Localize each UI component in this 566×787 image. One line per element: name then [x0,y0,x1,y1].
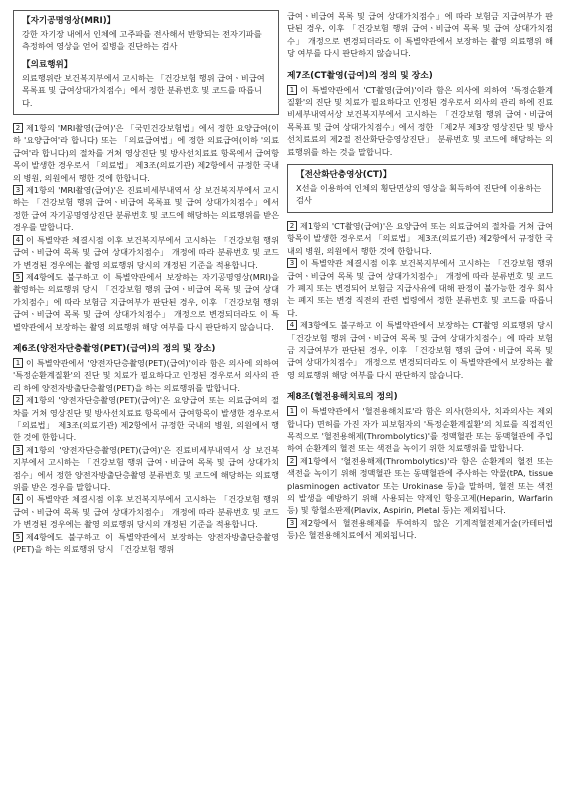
clause-text: 제4항에도 불구하고 이 특별약관에서 보장하는 양전자방출단층촬영(PET)을 하는 의료행위 당시 「건강보험 행위 [13,531,279,555]
pet-clause-4 [13,493,279,530]
clause-text: 제1항의 'CT촬영(급여)'은 요양급여 또는 의료급여의 절차를 거쳐 급여항목이 발생한 경우로서 「의료법」 제3조(의료기관) 제2항에서 규정한 국내의 병원, 의원에서 행한 것에 한합니다. [287,220,553,256]
medical-box-body: 의료행위란 보건복지부에서 고시하는 「건강보험 행위 급여ㆍ비급여 목록표 및 급여상대가치점수」에서 정한 분류번호 및 코드를 따릅니다. [22,72,265,108]
clause-number: 4 [13,494,23,504]
mri-clause-3 [13,184,279,234]
clause-number: 3 [287,518,297,528]
ct-clause-1 [287,84,553,158]
ct-box-body: X선을 이용하여 인체의 횡단면상의 영상을 획득하여 진단에 이용하는 검사 [296,183,542,206]
mri-clause-2 [13,122,279,184]
clause-number: 4 [13,235,23,245]
clause-number: 3 [13,185,23,195]
clause-number: 3 [13,445,23,455]
mri-definition-box [13,10,279,115]
section-title-pet: 제6조(양전자단층촬영(PET)(급여)의 정의 및 장소) [13,343,216,354]
clause-number: 1 [13,358,23,368]
clause-text: 제1항에서 '혈전용해제(Thrombolytics)'라 함은 순환계의 혈전 또는 색전을 녹이기 위해 정맥혈관 또는 동맥혈관에 주사하는 약물(tPA, tissue plasminogen activator 또는 Urokinase 등)을 말하며, 혈전 또는 색전의 발생을 예방하기 위해 사용되는 약제인 항응고제(Heparin, Warfarin 등) 및 항혈소판제(Plavix, Aspirin, Pletal 등)는 제외됩니다. [287,455,553,516]
clause-number: 1 [287,406,297,416]
clause-text: 제1항의 '양전자단층촬영(PET)(급여)'은 요양급여 또는 의료급여의 절차를 거쳐 영상진단 및 방사선치료료 항목에서 급여항목이 발생한 경우로서 「의료법」 제3조(의료기관) 제2항에서 규정한 국내의 병원, 의원에서 행한 것에 한합니다. [13,395,280,443]
clause-text: 이 특별약관 체결시점 이후 보건복지부에서 고시하는 「건강보험 행위 급여ㆍ비급여 목록 및 급여 상대가치점수」 개정에 따라 분류번호 및 코드가 변경된 경우에는 촬영 의료행위 당시의 개정된 기준을 적용합니다. [13,234,279,270]
clause-text: 이 특별약관에서 '혈전용해치료'라 함은 의사(한의사, 치과의사는 제외합니다) 면허를 가진 자가 피보험자의 '특정순환계질환'의 치료를 직접적인 목적으로 '혈전용해제(Thrombolytics)'를 정맥혈관 또는 동맥혈관에 주입하여 순환계의 혈전 또는 색전을 녹이기 위한 치료행위를 말합니다. [287,406,553,454]
clause-number: 2 [287,221,297,231]
mri-box-body: 강한 자기장 내에서 인체에 고주파를 전사해서 반향되는 전자기파를 측정하여 영상을 얻어 질병을 진단하는 검사 [22,29,262,52]
clause-text: 이 특별약관에서 'CT촬영(급여)'이라 함은 의사에 의하여 '특정순환계질환'의 진단 및 치료가 필요하다고 인정된 경우로서 의사의 관리 하에 진료비세부내역서상 보건복지부에서 고시하는 「건강보험 행위 급여ㆍ비급여 목록표 및 급여 상대가치점수」에서 정한 「제2부 제3장 영상진단 및 방사선치료료의 제2절 전산화단층영상진단」 분류번호 및 코드에 해당하는 의료행위를 하는 것을 말합니다. [287,84,553,157]
clause-text: 제1항의 'MRI촬영(급여)'은 「국민건강보험법」에서 정한 요양급여(이하 '요양급여'라 합니다) 또는 「의료급여법」에 정한 의료급여(이하 '의료급여'라 합니다)의 절차를 거쳐 영상진단 및 방사선치료료 항목에서 급여항목이 발생한 경우로서 「의료법」 제3조(의료기관) 제2항에서 규정한 국내의 병원, 의원에서 행한 것에 한합니다. [13,123,279,183]
clause-number: 4 [287,320,297,330]
clause-number: 3 [287,258,297,268]
continued-paragraph: 급여ㆍ비급여 목록 및 급여 상대가치점수」에 따라 보험금 지급여부가 판단된 경우, 이후 「건강보험 행위 급여ㆍ비급여 목록 및 급여 상대가치점수」 개정으로 변경되더라도 이 특별약관에서 보장하는 촬영 의료행위 해당 여부를 다시 판단하지 않습니다. [287,11,553,59]
pet-clause-1 [13,357,279,394]
clause-text: 제1항의 '양전자단층촬영(PET)(급여)'은 진료비세부내역서 상 보건복지부에서 고시하는 「건강보험 행위 급여ㆍ비급여 목록 및 급여 상대가치점수」에서 정한 양전자방출단층촬영 분류번호 및 코드에 해당하는 의료행위를 받은 경우를 말합니다. [13,444,279,492]
pet-clause-3 [13,444,279,494]
medical-box-title: 【의료행위】 [22,59,73,70]
thrombo-clause-1 [287,405,553,455]
clause-text: 이 특별약관 체결시점 이후 보건복지부에서 고시하는 「건강보험 행위 급여ㆍ비급여 목록 및 급여 상대가치점수」 개정에 따라 분류번호 및 코드가 변경된 경우에는 촬영 의료행위 당시의 개정된 기준을 적용합니다. [13,494,279,530]
clause-text: 제2항에서 혈전용해제를 투여하지 않은 기계적혈전제거술(카테터법 등)은 혈전용해치료에서 제외됩니다. [287,517,553,541]
section-title-ct: 제7조(CT촬영(급여)의 정의 및 장소) [287,70,433,81]
thrombo-clause-3 [287,517,553,542]
right-column [287,10,553,542]
pet-clause-2 [13,394,279,444]
clause-text: 제1항의 'MRI촬영(급여)'은 진료비세부내역서 상 보건복지부에서 고시하는 「건강보험 행위 급여ㆍ비급여 목록표 및 급여 상대가치점수」에서 정한 급여 자기공명영상진단 분류번호 및 코드에 해당하는 의료행위를 받은 경우를 말합니다. [13,185,280,233]
section-title-thrombolysis: 제8조(혈전용해치료의 정의) [287,392,398,403]
mri-box-title: 【자기공명영상(MRI)】 [22,16,116,26]
clause-number: 2 [287,456,297,466]
thrombo-clause-2 [287,455,553,517]
clause-text: 이 특별약관에서 '양전자단층촬영(PET)(급여)'이라 함은 의사에 의하여 '특정순환계질환'의 진단 및 치료가 필요하다고 인정된 경우로서 의사의 관리 하에 양전자방출단층촬영(PET)을 하는 의료행위를 말합니다. [13,357,279,393]
clause-text: 이 특별약관 체결시점 이후 보건복지부에서 고시하는 「건강보험 행위 급여ㆍ비급여 목록 및 급여 상대가치점수」 개정에 따라 분류번호 및 코드가 폐지 또는 변경되어 보험금 지급사유에 대해 판정이 불가능한 경우 회사는 폐지 또는 변경 직전의 관련 법령에서 정한 분류번호 및 코드를 따릅니다. [287,258,553,318]
mri-clause-4 [13,234,279,271]
clause-text: 제3항에도 불구하고 이 특별약관에서 보장하는 CT촬영 의료행위 당시 「건강보험 행위 급여ㆍ비급여 목록 및 급여 상대가치점수」에 따라 보험금 지급여부가 판단된 경우, 이후 「건강보험 행위 급여ㆍ비급여 목록 및 급여 상대가치점수」 개정으로 변경되더라도 이 특별약관에서 보장하는 촬영 의료행위 해당 여부를 다시 판단하지 않습니다. [287,320,553,380]
left-column [13,10,279,555]
clause-number: 2 [13,395,23,405]
mri-clause-5 [13,271,279,333]
ct-clause-3 [287,257,553,319]
clause-number: 5 [13,532,23,542]
clause-number: 1 [287,85,297,95]
pet-clause-5 [13,531,279,556]
ct-clause-4 [287,319,553,381]
clause-text: 제4항에도 불구하고 이 특별약관에서 보장하는 자기공명영상(MRI)을 촬영하는 의료행위 당시 「건강보험 행위 급여ㆍ비급여 목록 및 급여 상대가치점수」에 따라 보험금 지급여부가 판단된 경우, 이후 「건강보험 행위 급여ㆍ비급여 목록 및 급여 상대가치점수」 개정으로 변경되더라도 이 특별약관에서 보장하는 촬영 의료행위 해당 여부를 다시 판단하지 않습니다. [13,271,279,332]
clause-number: 2 [13,123,23,133]
ct-box-title: 【전산화단층영상(CT)】 [296,170,392,181]
ct-definition-box [287,164,553,213]
ct-clause-2 [287,220,553,257]
clause-number: 5 [13,272,23,282]
